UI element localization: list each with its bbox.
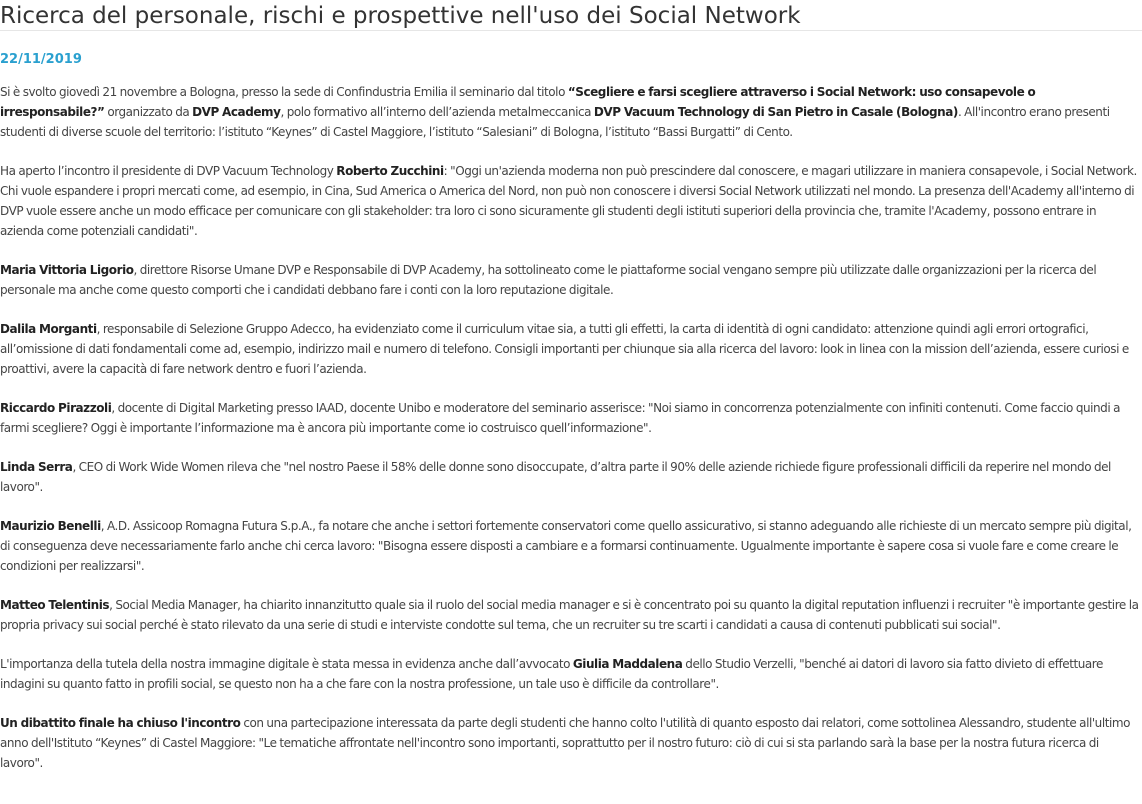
paragraph-2: [0, 161, 1141, 241]
paragraph-text: con una partecipazione interessata da parte degli studenti che hanno colto l'utilità di quanto esposto dai relatori, come sottolinea Alessandro, studente all'ultimo anno dell'Istituto “Keynes” di Castel Maggiore: "Le tematiche affrontate nell'incontro sono importanti, soprattutto per il nostro futuro: ciò di cui si sta parlando sarà la base per la nostra futura ricerca di lavoro".: [0, 716, 1130, 770]
paragraph-text: Ha aperto l’incontro il presidente di DVP Vacuum Technology: [0, 164, 337, 178]
closing-highlight: Un dibattito finale ha chiuso l'incontro: [0, 716, 241, 730]
speaker-name: Maria Vittoria Ligorio: [0, 263, 134, 277]
paragraph-text: , CEO di Work Wide Women rileva che "nel nostro Paese il 58% delle donne sono disoccupate, d’altra parte il 90% delle aziende richiede figure professionali difficili da reperire nel mondo del lavoro".: [0, 460, 1111, 494]
company-name: DVP Vacuum Technology di San Pietro in Casale (Bologna): [593, 105, 958, 119]
article-body: [0, 82, 1142, 773]
speaker-name: Riccardo Pirazzoli: [0, 401, 112, 415]
paragraph-text: dello Studio Verzelli, "benché ai datori di lavoro sia fatto divieto di effettuare indagini su quanto fatto in profili social, se questo non ha a che fare con la nostra professione, un tale uso è difficile da controllare".: [0, 657, 1103, 691]
paragraph-6: [0, 457, 1141, 497]
paragraph-text: . All'incontro erano presenti studenti di diverse scuole del territorio: l’istituto “Keynes” di Castel Maggiore, l’istituto “Salesiani” di Bologna, l’istituto “Bassi Burgatti” di Cento.: [0, 105, 1110, 139]
paragraph-5: [0, 398, 1141, 438]
article-date: 22/11/2019: [0, 52, 82, 67]
speaker-name: Maurizio Benelli: [0, 519, 101, 533]
article-title: Ricerca del personale, rischi e prospettive nell'uso dei Social Network: [0, 2, 1142, 31]
speaker-name: Linda Serra: [0, 460, 73, 474]
paragraph-text: : "Oggi un'azienda moderna non può prescindere dal conoscere, e magari utilizzare in maniera consapevole, i Social Network. Chi vuole espandere i propri mercati come, ad esempio, in Cina, Sud America o America del Nord, non può non conoscere i diversi Social Network utilizzati nel mondo. La presenza dell'Academy all'interno di DVP vuole essere anche un modo efficace per comunicare con gli stakeholder: tra loro ci sono sicuramente gli studenti degli istituti superiori della provincia che, tramite l'Academy, possono entrare in azienda come potenziali candidati".: [0, 164, 1137, 238]
seminar-title: “Scegliere e farsi scegliere attraverso i Social Network: uso consapevole o irresponsabile?”: [0, 85, 1036, 119]
speaker-name: Dalila Morganti: [0, 322, 97, 336]
paragraph-text: L'importanza della tutela della nostra immagine digitale è stata messa in evidenza anche dall’avvocato: [0, 657, 573, 671]
paragraph-10: [0, 713, 1141, 773]
organizer-name: DVP Academy: [192, 105, 281, 119]
paragraph-text: , A.D. Assicoop Romagna Futura S.p.A., fa notare che anche i settori fortemente conservatori come quello assicurativo, si stanno adeguando alle richieste di un mercato sempre più digital, di conseguenza deve necessariamente farlo anche chi cerca lavoro: "Bisogna essere disposti a cambiare e a formarsi continuamente. Ugualmente importante è sapere cosa si vuole fare e come creare le condizioni per realizzarsi".: [0, 519, 1132, 573]
speaker-name: Matteo Telentinis: [0, 598, 110, 612]
paragraph-8: [0, 595, 1141, 635]
paragraph-text: Si è svolto giovedì 21 novembre a Bologna, presso la sede di Confindustria Emilia il seminario dal titolo: [0, 85, 568, 99]
paragraph-text: , responsabile di Selezione Gruppo Adecco, ha evidenziato come il curriculum vitae sia, a tutti gli effetti, la carta di identità di ogni candidato: attenzione quindi agli errori ortografici, all’omissione di dati fondamentali come ad, esempio, indirizzo mail e numero di telefono. Consigli importanti per chiunque sia alla ricerca del lavoro: look in linea con la mission dell’azienda, essere curiosi e proattivi, avere la capacità di fare network dentro e fuori l’azienda.: [0, 322, 1129, 376]
paragraph-1: [0, 82, 1141, 142]
paragraph-4: [0, 319, 1141, 379]
paragraph-text: , direttore Risorse Umane DVP e Responsabile di DVP Academy, ha sottolineato come le piattaforme social vengano sempre più utilizzate dalle organizzazioni per la ricerca del personale ma anche come questo comporti che i candidati debbano fare i conti con la loro reputazione digitale.: [0, 263, 1097, 297]
paragraph-3: [0, 260, 1141, 300]
paragraph-text: , Social Media Manager, ha chiarito innanzitutto quale sia il ruolo del social media manager e si è concentrato poi su quanto la digital reputation influenzi i recruiter "è importante gestire la propria privacy sui social perché è stato rilevato da una serie di studi e interviste condotte sul tema, che un recruiter su tre scarti i candidati a causa di contenuti pubblicati sui social".: [0, 598, 1139, 632]
paragraph-7: [0, 516, 1141, 576]
speaker-name: Roberto Zucchini: [336, 164, 444, 178]
paragraph-9: [0, 654, 1141, 694]
speaker-name: Giulia Maddalena: [572, 657, 683, 671]
paragraph-text: , polo formativo all’interno dell’azienda metalmeccanica: [280, 105, 594, 119]
paragraph-text: organizzato da: [104, 105, 193, 119]
paragraph-text: , docente di Digital Marketing presso IAAD, docente Unibo e moderatore del seminario asserisce: "Noi siamo in concorrenza potenzialmente con infiniti contenuti. Come faccio quindi a farmi scegliere? Oggi è importante l’informazione ma è ancora più importante come io costruisco quell’informazione".: [0, 401, 1120, 435]
